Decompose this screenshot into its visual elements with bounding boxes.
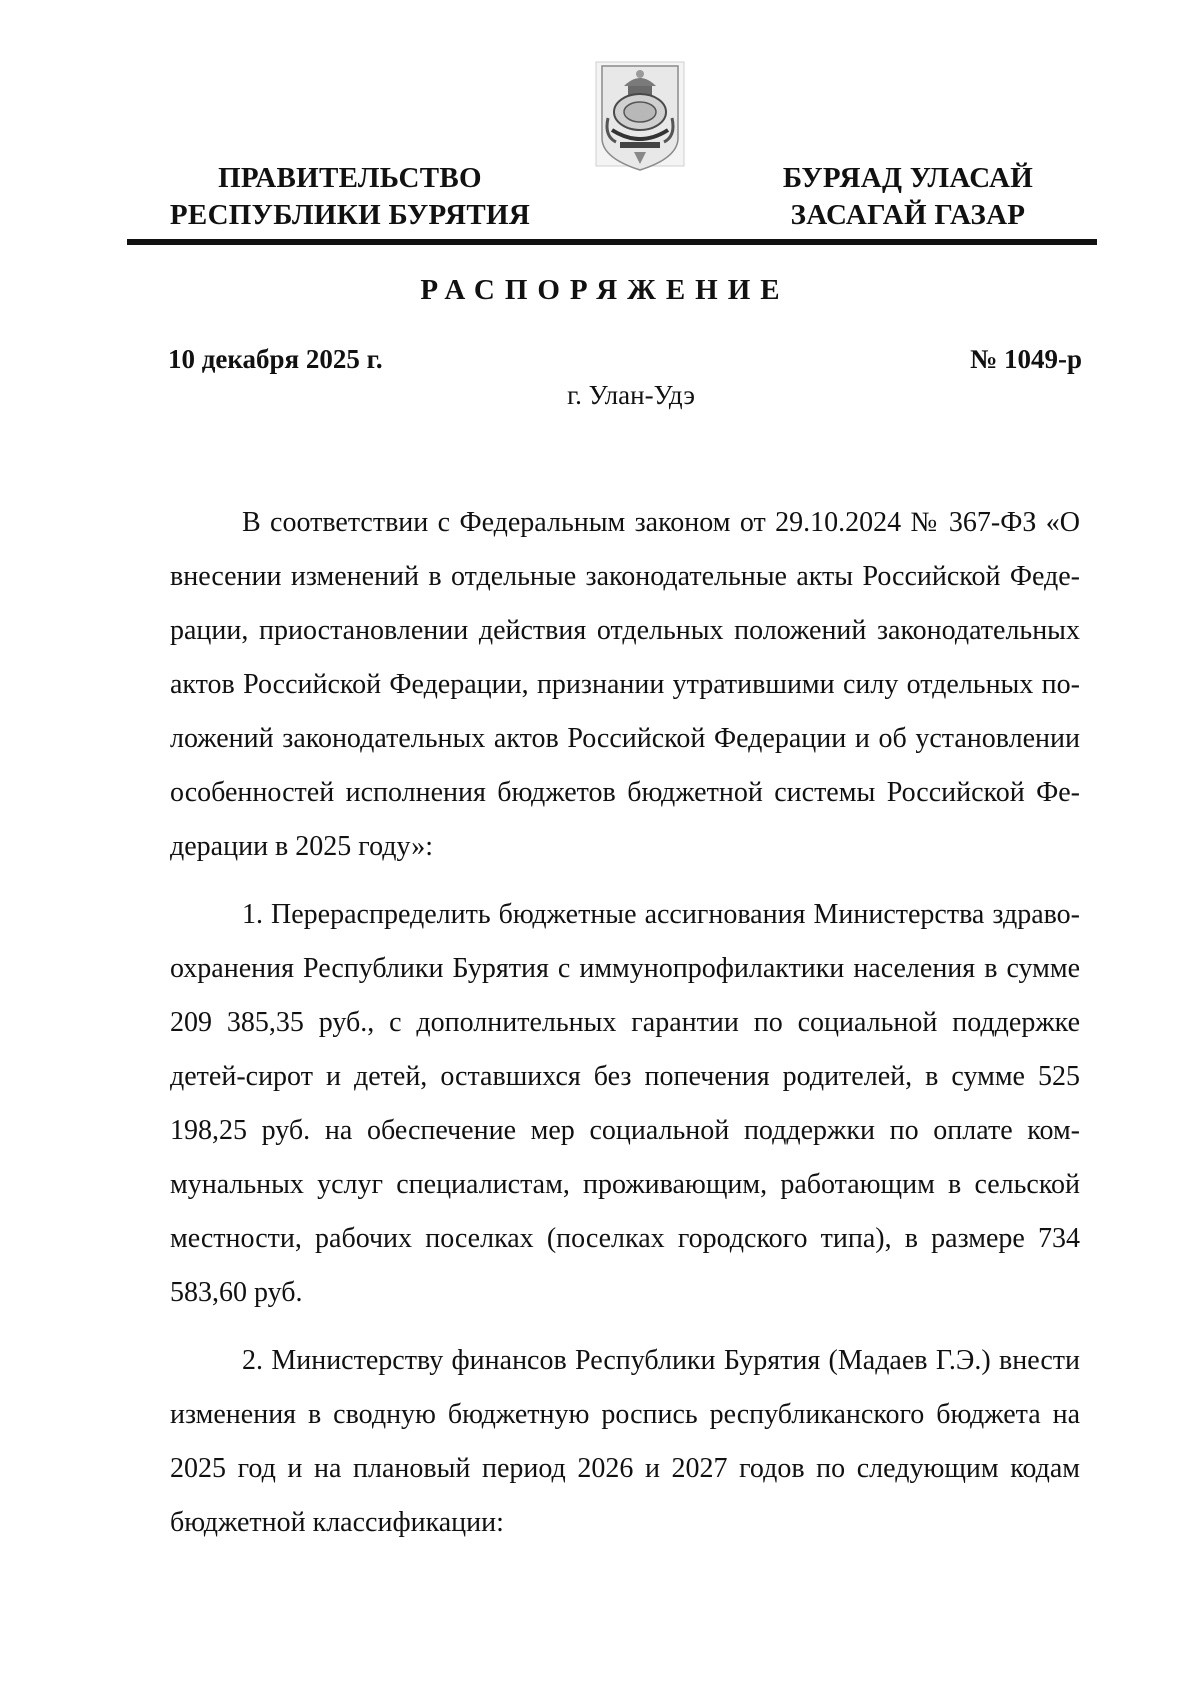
document-city: г. Улан-Удэ (567, 380, 695, 410)
clause-2-paragraph: 2. Министерству финансов Республики Бурятия (Мадаев Г.Э.) внести изменения в сводную бюджетную роспись республиканского бюджета на 2025 год и на плановый период 2026 и 2027 годов по следующим кодам бюджетной классификации: (170, 1345, 1080, 1538)
document-number: № 1049-р (970, 344, 1082, 374)
header-left-line1: ПРАВИТЕЛЬСТВО (218, 162, 482, 194)
clause-1-paragraph: 1. Перераспределить бюджетные ассигнования Министерства здравоохранения Республики Бурятия с иммунопрофилактики населения в сумме 209 385,35 руб., с дополнительных гарантии по социальной поддержке детей-сирот и детей, оставшихся без попечения родителей, в сумме 525 198,25 руб. на обеспечение мер социальной поддержки по оплате коммунальных услуг специалистам, проживающим, работающим в сельской местности, рабочих поселках (поселках городского типа), в размере 734 583,60 руб. (170, 899, 1080, 1308)
header-divider (127, 239, 1097, 245)
header-left-line2: РЕСПУБЛИКИ БУРЯТИЯ (169, 199, 531, 231)
government-name-buryat (738, 160, 1078, 234)
header-right-line1: БУРЯАД УЛАСАЙ (782, 162, 1034, 194)
coat-of-arms-emblem-icon (594, 56, 686, 178)
header-right-line2: ЗАСАГАЙ ГАЗАР (790, 199, 1026, 231)
preamble-paragraph: В соответствии с Федеральным законом от 29.10.2024 № 367-ФЗ «О внесении изменений в отдельные законодательные акты Российской Федерации, приостановлении действия отдельных положений законодательных актов Российской Федерации, признании утратившими силу отдельных положений законодательных актов Российской Федерации и об установлении особенностей исполнения бюджетов бюджетной системы Российской Федерации в 2025 году»: (170, 507, 1080, 862)
document-date: 10 декабря 2025 г. (168, 344, 383, 374)
government-name-russian (150, 160, 550, 234)
document-type-title: РАСПОРЯЖЕНИЕ (420, 274, 790, 306)
